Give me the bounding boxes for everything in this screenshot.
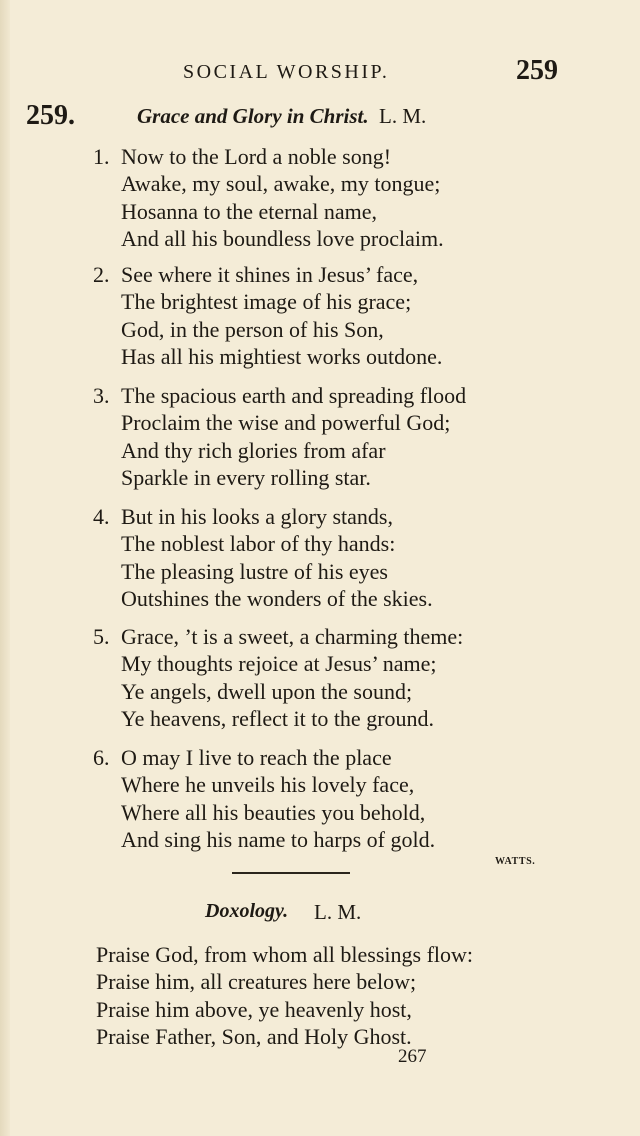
stanza-number: 6.: [93, 745, 110, 770]
stanza-line: Now to the Lord a noble song!: [121, 144, 392, 169]
stanza-line: Outshines the wonders of the skies.: [121, 586, 433, 611]
hymn-number: 259.: [26, 100, 75, 131]
footer-number: 267: [398, 1046, 427, 1067]
stanza-line: Where he unveils his lovely face,: [121, 772, 415, 797]
stanza-line: The pleasing lustre of his eyes: [121, 559, 388, 584]
stanza-line: But in his looks a glory stands,: [121, 504, 393, 529]
page-edge: [0, 0, 10, 1136]
stanza-number: 4.: [93, 504, 110, 529]
stanza-number: 3.: [93, 383, 110, 408]
section-divider: [232, 872, 350, 874]
stanza-line: The brightest image of his grace;: [121, 289, 412, 314]
doxology-title: Doxology.: [205, 900, 289, 922]
stanza-line: Ye angels, dwell upon the sound;: [121, 679, 413, 704]
stanza-line: And thy rich glories from afar: [121, 438, 386, 463]
stanza-line: And all his boundless love proclaim.: [121, 226, 444, 251]
hymn-title: Grace and Glory in Christ.: [137, 104, 369, 128]
stanza-line: Proclaim the wise and powerful God;: [121, 410, 451, 435]
hymn-author: WATTS.: [495, 856, 536, 867]
stanza-line: See where it shines in Jesus’ face,: [121, 262, 419, 287]
stanza-line: My thoughts rejoice at Jesus’ name;: [121, 651, 437, 676]
doxology-line: Praise him, all creatures here below;: [96, 969, 417, 994]
doxology-line: Praise Father, Son, and Holy Ghost.: [96, 1024, 412, 1049]
page-number: 259: [516, 55, 558, 86]
stanza-line: Grace, ’t is a sweet, a charming theme:: [121, 624, 464, 649]
doxology-heading: [0, 900, 640, 930]
doxology-line: Praise God, from whom all blessings flow:: [96, 942, 474, 967]
stanza-line: Has all his mightiest works outdone.: [121, 344, 443, 369]
stanza-line: Hosanna to the eternal name,: [121, 199, 377, 224]
doxology-line: Praise him above, ye heavenly host,: [96, 997, 412, 1022]
running-title: SOCIAL WORSHIP.: [183, 61, 390, 83]
doxology-meter: L. M.: [314, 900, 362, 924]
stanza-line: And sing his name to harps of gold.: [121, 827, 436, 852]
stanza-line: God, in the person of his Son,: [121, 317, 384, 342]
stanza-line: Awake, my soul, awake, my tongue;: [121, 171, 441, 196]
stanza-line: The spacious earth and spreading flood: [121, 383, 467, 408]
stanza-number: 1.: [93, 144, 110, 169]
stanza-number: 2.: [93, 262, 110, 287]
running-header: [0, 55, 640, 89]
stanza-line: O may I live to reach the place: [121, 745, 392, 770]
stanza-line: The noblest labor of thy hands:: [121, 531, 396, 556]
hymn-meter: L. M.: [379, 104, 427, 128]
stanza-line: Ye heavens, reflect it to the ground.: [121, 706, 435, 731]
stanza-line: Where all his beauties you behold,: [121, 800, 426, 825]
hymn-heading: [0, 100, 640, 136]
stanza-line: Sparkle in every rolling star.: [121, 465, 371, 490]
stanza-number: 5.: [93, 624, 110, 649]
